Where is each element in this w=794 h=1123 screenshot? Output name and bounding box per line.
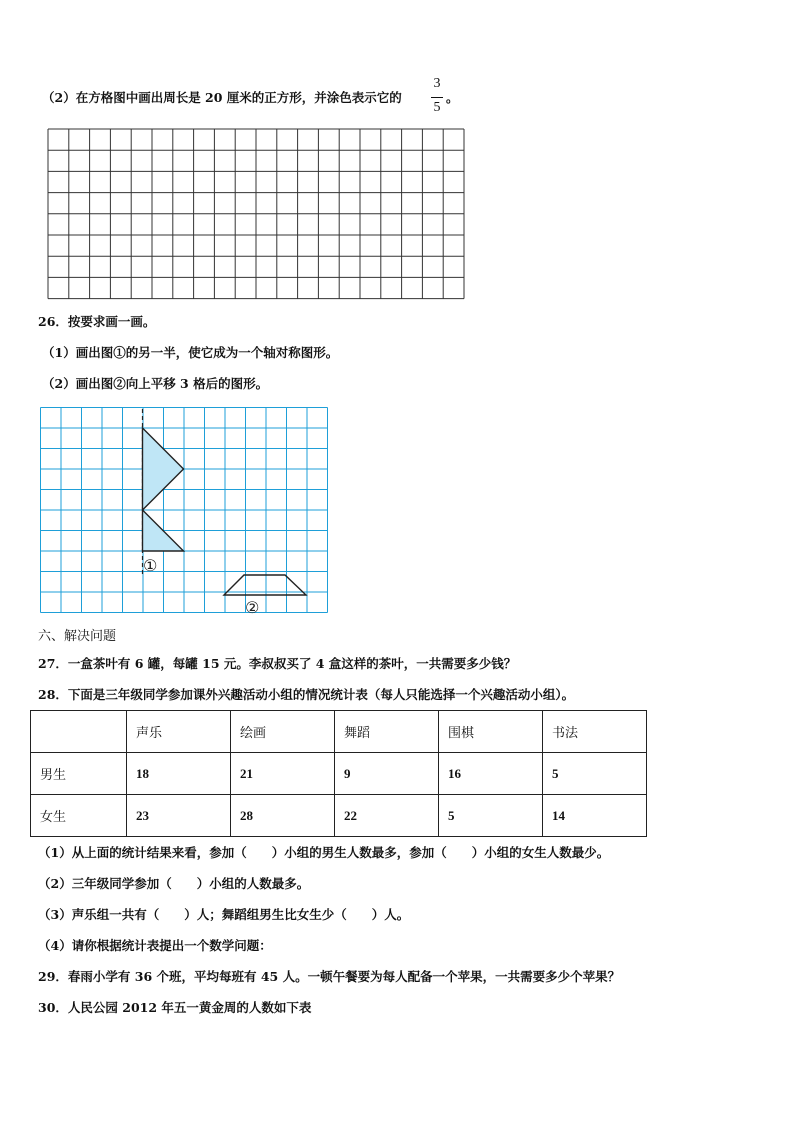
blank-square-grid[interactable] [47,128,467,300]
shape-2-label: ② [245,598,260,617]
row-label: 女生 [31,795,127,837]
q28-part3: （3）声乐组一共有（ ）人；舞蹈组男生比女生少（ ）人。 [38,907,410,922]
table-header-cell: 声乐 [127,711,231,753]
table-header-cell: 舞蹈 [335,711,439,753]
q28-part2: （2）三年级同学参加（ ）小组的人数最多。 [38,876,310,891]
drawing-grid[interactable] [40,407,330,619]
table-header-cell [31,711,127,753]
q27-text: 27．一盒茶叶有 6 罐，每罐 15 元。李叔叔买了 4 盒这样的茶叶，一共需要多少钱？ [38,656,517,671]
q28-part4: （4）请你根据统计表提出一个数学问题： [38,938,272,953]
q28-intro: 28．下面是三年级同学参加课外兴趣活动小组的情况统计表（每人只能选择一个兴趣活动小组）。 [38,687,575,702]
stats-table [30,710,647,837]
table-row [31,753,647,795]
table-cell: 5 [543,753,647,795]
table-cell: 18 [127,753,231,795]
table-header-cell: 绘画 [231,711,335,753]
table-header-row [31,711,647,753]
table-cell: 23 [127,795,231,837]
table-cell: 5 [439,795,543,837]
q25-part2-end: 。 [446,90,459,105]
q26-part2: （2）画出图②向上平移 3 格后的图形。 [42,376,269,391]
fraction-numerator: 3 [433,76,441,91]
table-header-cell: 书法 [543,711,647,753]
table-cell: 22 [335,795,439,837]
fraction-bar [431,97,443,98]
table-row [31,795,647,837]
shape-1-label: ① [143,556,158,575]
table-cell: 14 [543,795,647,837]
q28-part1: （1）从上面的统计结果来看，参加（ ）小组的男生人数最多，参加（ ）小组的女生人数最少。 [38,845,610,860]
row-label: 男生 [31,753,127,795]
table-cell: 21 [231,753,335,795]
section-6-title: 六、解决问题 [38,629,117,644]
q29-text: 29．春雨小学有 36 个班，平均每班有 45 人。一顿午餐要为每人配备一个苹果，一共需要多少个苹果？ [38,969,621,984]
table-cell: 28 [231,795,335,837]
q25-part2-text: （2）在方格图中画出周长是 20 厘米的正方形，并涂色表示它的 [42,90,402,105]
table-header-cell: 围棋 [439,711,543,753]
fraction-denominator: 5 [433,100,441,115]
q26-part1: （1）画出图①的另一半，使它成为一个轴对称图形。 [42,345,339,360]
q30-text: 30．人民公园 2012 年五一黄金周的人数如下表 [38,1000,312,1015]
table-cell: 9 [335,753,439,795]
q26-title: 26．按要求画一画。 [38,314,156,329]
table-cell: 16 [439,753,543,795]
